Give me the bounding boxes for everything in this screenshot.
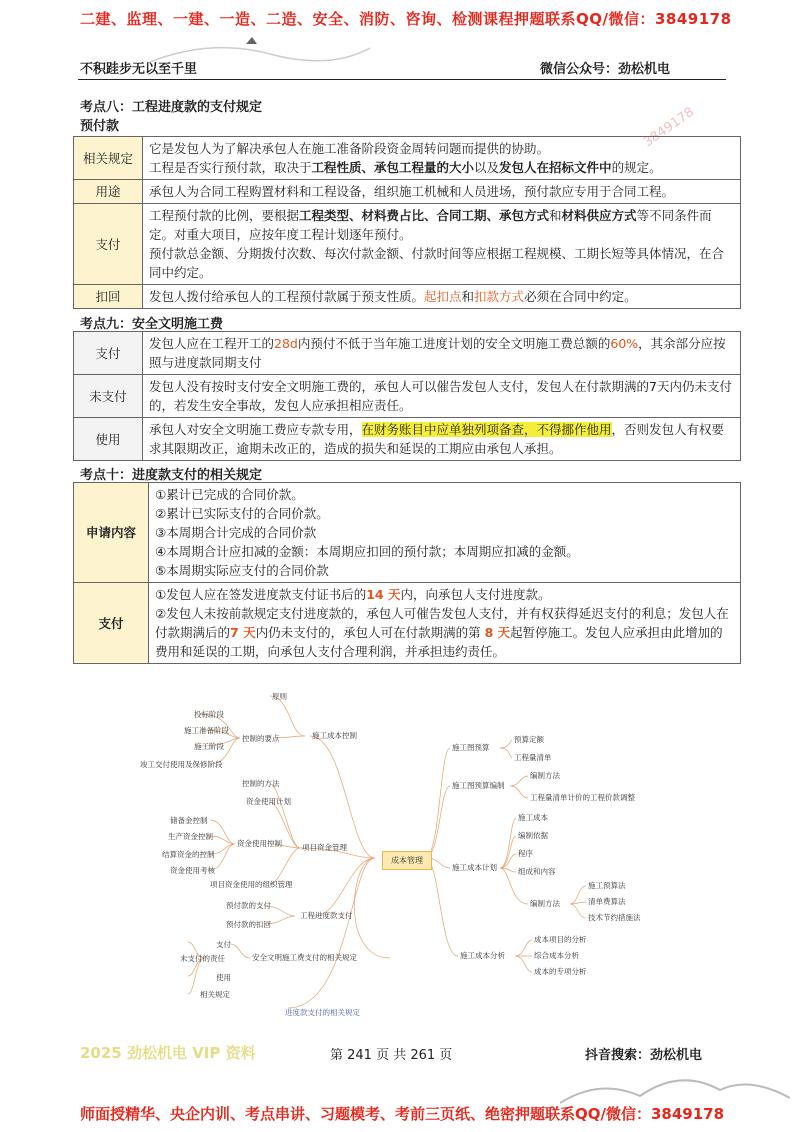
mindmap-node: 清单费算法	[588, 897, 626, 906]
row-content: 工程预付款的比例，要根据工程类型、材料费占比、合同工期、承包方式和材料供应方式等不同条件而定。对重大项目，应按年度工程计划逐年预付。 预付款总金额、分期拨付次数、每次付款金额、付款时间等应根据工程规模、工期长短等具体情况，在合同中约定。	[143, 204, 741, 285]
mindmap-node: 原则	[272, 692, 287, 701]
mindmap-node: 组成和内容	[518, 867, 556, 876]
mindmap-node: 未支付的责任	[180, 954, 225, 963]
mindmap-node: 技术节约措施法	[588, 913, 641, 922]
mindmap-node: 控制的方法	[242, 779, 280, 788]
row-content: 承包人为合同工程购置材料和工程设备，组织施工机械和人员进场，预付款应专用于合同工程。	[143, 180, 741, 204]
mindmap-node: 预付款的扣回	[226, 920, 271, 929]
mindmap-node: 结算资金的控制	[162, 850, 215, 859]
table-row	[74, 137, 741, 180]
row-label: 支付	[74, 204, 143, 285]
mindmap-node: 项目资金使用的组织管理	[210, 880, 293, 889]
table-row	[74, 418, 741, 461]
prepayment-table	[73, 136, 741, 309]
mindmap-node: 相关规定	[200, 990, 230, 999]
row-label: 使用	[74, 418, 143, 461]
progress-payment-table	[73, 482, 741, 664]
mindmap-node: 竣工交付使用及保修阶段	[140, 760, 223, 769]
motto: 不积跬步无以至千里	[80, 62, 198, 77]
mindmap-node: 施工预算法	[588, 881, 626, 890]
promo-banner-bottom: 师面授精华、央企内训、考点串讲、习题模考、考前三页纸、绝密押题联系QQ/微信：3849178	[80, 1105, 725, 1123]
row-label: 相关规定	[74, 137, 143, 180]
mindmap-node: 预付款的支付	[226, 901, 271, 910]
mindmap-node: 控制的要点	[242, 734, 280, 743]
mindmap-node: 生产资金控制	[168, 832, 213, 841]
row-label: 支付	[74, 583, 149, 664]
mindmap-center-node: 成本管理	[382, 851, 432, 870]
row-content: 承包人对安全文明施工费应专款专用，在财务账目中应单独列项备查，不得挪作他用，否则发包人有权要求其限期改正，逾期未改正的，造成的损失和延误的工期应由承包人承担。	[143, 418, 741, 461]
mindmap-node: 工程进度款支付	[300, 911, 353, 920]
wechat-account: 微信公众号：劲松机电	[540, 62, 671, 77]
mindmap-node: 编制方法	[530, 899, 560, 908]
table-row	[74, 483, 741, 583]
row-content: ①累计已完成的合同价款。 ②累计已实际支付的合同价款。 ③本周期合计完成的合同价款 ④本周期合计应扣减的金额：本周期应扣回的预付款；本周期应扣减的金额。 ⑤本周期实际应支付的合同价款	[149, 483, 741, 583]
section8-title: 考点八：工程进度款的支付规定	[80, 100, 263, 115]
mindmap-node: 进度款支付的相关规定	[285, 1008, 360, 1017]
mindmap-node: 施工准备阶段	[184, 726, 229, 735]
mindmap-node: 施工成本控制	[312, 731, 357, 740]
table-row	[74, 583, 741, 664]
mindmap-node: 施工阶段	[194, 742, 224, 751]
mindmap-node: 综合成本分析	[534, 951, 579, 960]
table-row	[74, 332, 741, 375]
safety-fee-table	[73, 331, 741, 461]
mindmap-node: 支付	[216, 940, 231, 949]
mindmap-node: 编制依据	[518, 831, 548, 840]
mindmap-node: 预算定额	[514, 735, 544, 744]
row-content: ①发包人应在签发进度款支付证书后的14 天内，向承包人支付进度款。 ②发包人未按前款规定支付进度款的，承包人可催告发包人支付，并有权获得延迟支付的利息；发包人在付款期满后的7 天内仍未支付的，承包人可在付款期满的第 8 天起暂停施工。发包人应承担由此增加的费用和延误的工期，向承包人支付合理利润，并承担违约责任。	[149, 583, 741, 664]
mindmap-node: 储备金控制	[170, 816, 208, 825]
section10-title: 考点十：进度款支付的相关规定	[80, 468, 263, 483]
mindmap-node: 使用	[216, 973, 231, 982]
section8-subtitle: 预付款	[80, 119, 120, 134]
row-label: 用途	[74, 180, 143, 204]
row-label: 申请内容	[74, 483, 149, 583]
header-divider	[78, 79, 726, 80]
row-content: 它是发包人为了解决承包人在施工准备阶段资金周转问题而提供的协助。 工程是否实行预付款，取决于工程性质、承包工程量的大小以及发包人在招标文件中的规定。	[143, 137, 741, 180]
table-row	[74, 285, 741, 309]
mindmap-node: 资金使用考核	[170, 866, 215, 875]
mind-map	[140, 688, 660, 1028]
douyin-search: 抖音搜索：劲松机电	[585, 1048, 703, 1063]
mindmap-node: 项目资金管理	[302, 843, 347, 852]
row-content: 发包人应在工程开工的28d内预付不低于当年施工进度计划的安全文明施工费总额的60%，其余部分应按照与进度款同期支付	[143, 332, 741, 375]
row-content: 发包人拨付给承包人的工程预付款属于预支性质。起扣点和扣款方式必须在合同中约定。	[143, 285, 741, 309]
watermark: 3849178	[640, 104, 697, 151]
table-row	[74, 204, 741, 285]
mindmap-node: 工程量清单	[514, 753, 552, 762]
mindmap-node: 施工成本	[518, 813, 548, 822]
mindmap-node: 工程量清单计价的工程价款调整	[530, 793, 635, 802]
section9-title: 考点九：安全文明施工费	[80, 317, 224, 332]
mindmap-node: 施工成本分析	[460, 951, 505, 960]
mindmap-node: 施工图预算编制	[452, 781, 505, 790]
row-content: 发包人没有按时支付安全文明施工费的，承包人可以催告发包人支付，发包人在付款期满的7天内仍未支付的，若发生安全事故，发包人应承担相应责任。	[143, 375, 741, 418]
row-label: 支付	[74, 332, 143, 375]
mindmap-node: 施工图预算	[452, 743, 490, 752]
promo-banner-top: 二建、监理、一建、一造、二造、安全、消防、咨询、检测课程押题联系QQ/微信：3849178	[80, 10, 732, 28]
mindmap-node: 施工成本计划	[452, 863, 497, 872]
mindmap-node: 投标阶段	[194, 710, 224, 719]
mindmap-node: 资金使用计划	[246, 797, 291, 806]
mindmap-node: 安全文明施工费支付的相关规定	[252, 953, 357, 962]
vip-label: 2025 劲松机电 VIP 资料	[80, 1044, 256, 1062]
row-label: 扣回	[74, 285, 143, 309]
row-label: 未支付	[74, 375, 143, 418]
mindmap-node: 成本项目的分析	[534, 935, 587, 944]
table-row	[74, 375, 741, 418]
mindmap-node: 资金使用控制	[237, 839, 282, 848]
page-number: 第 241 页 共 261 页	[330, 1048, 453, 1063]
table-row	[74, 180, 741, 204]
mindmap-node: 编制方法	[530, 771, 560, 780]
mindmap-node: 成本的专项分析	[534, 967, 587, 976]
mindmap-node: 程序	[518, 849, 533, 858]
